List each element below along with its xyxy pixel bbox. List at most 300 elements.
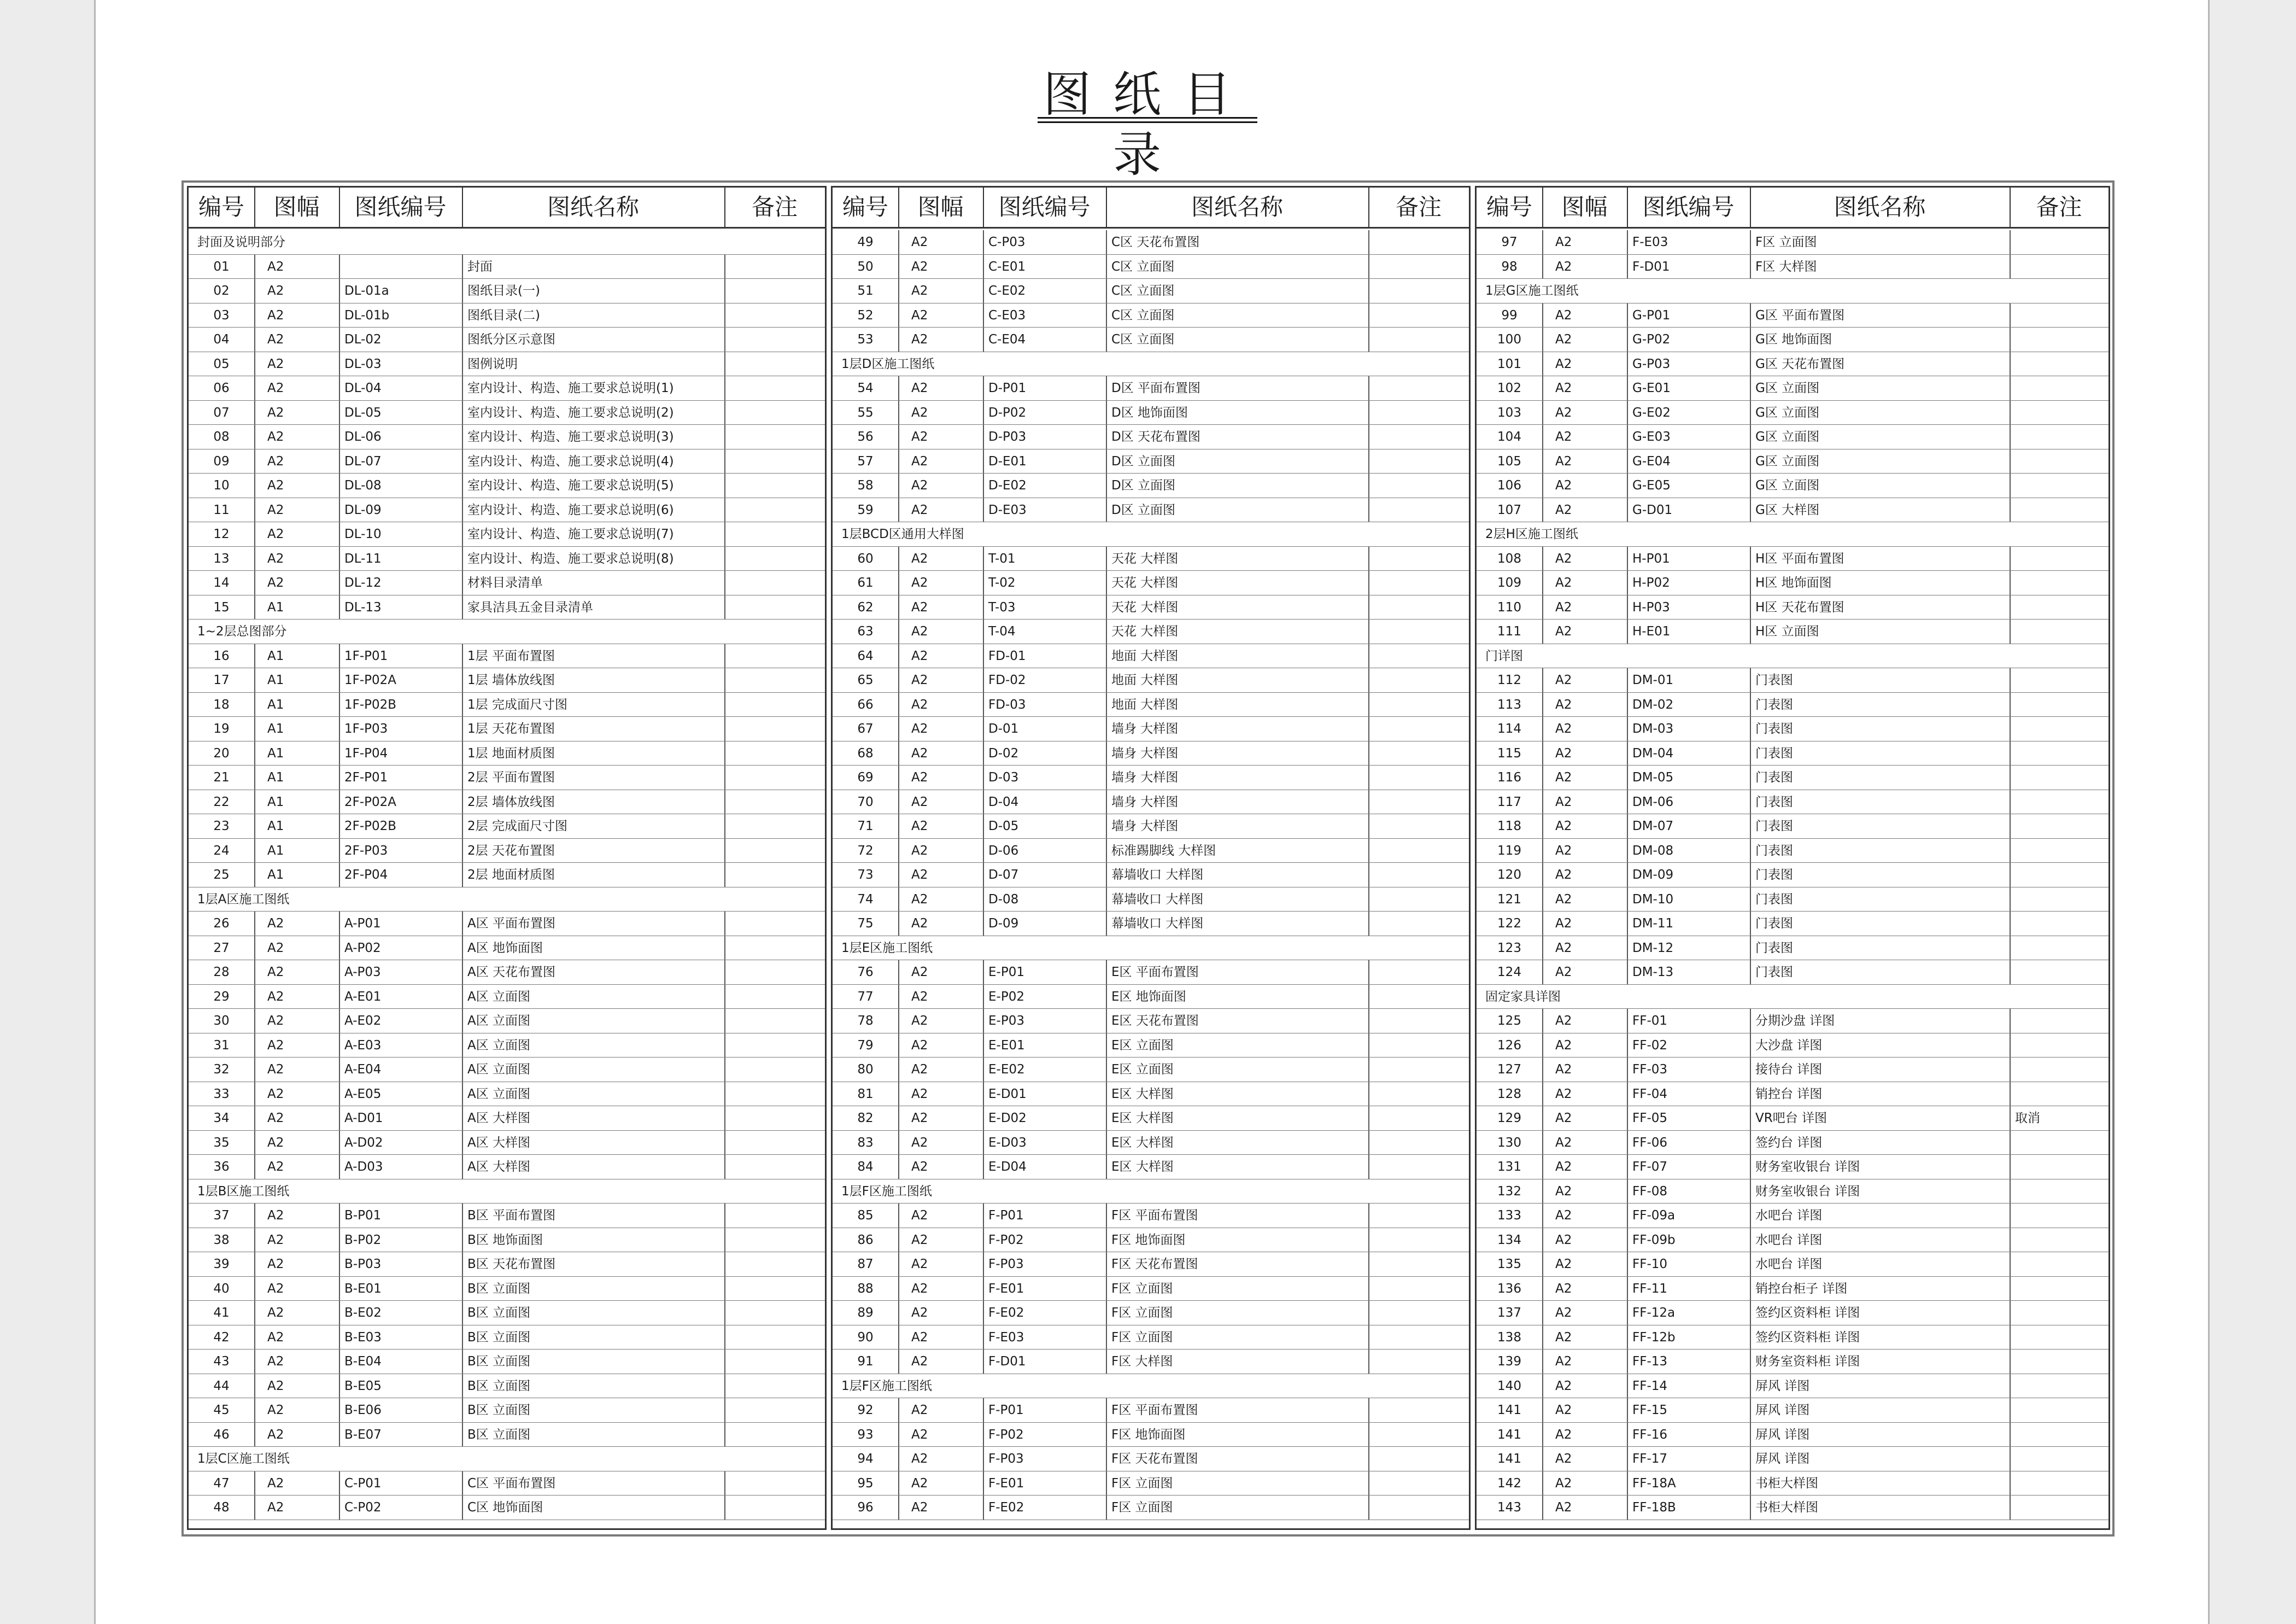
cell-drawing-name: F区 平面布置图 [1111, 1403, 1198, 1417]
cell-size: A2 [911, 965, 928, 979]
cell-drawing-code: FF-07 [1632, 1160, 1668, 1174]
column-divider [1106, 717, 1107, 741]
table-row [1477, 1447, 2108, 1471]
column-divider [462, 1471, 463, 1496]
cell-size: A2 [1555, 478, 1572, 493]
column-divider [898, 1496, 899, 1520]
column-divider [1542, 547, 1543, 571]
cell-drawing-code: A-E04 [344, 1062, 382, 1077]
column-divider [462, 303, 463, 328]
column-divider [1106, 1058, 1107, 1082]
column-divider [1106, 595, 1107, 620]
column-divider [254, 1398, 255, 1422]
column-divider [1542, 693, 1543, 717]
cell-number: 22 [213, 795, 230, 809]
column-divider [983, 376, 984, 400]
column-divider [983, 912, 984, 936]
cell-number: 73 [857, 868, 874, 882]
header-drawing-name: 图纸名称 [1834, 194, 1926, 220]
cell-size: A2 [911, 989, 928, 1004]
column-divider [254, 449, 255, 474]
column-divider [254, 1301, 255, 1325]
column-divider [1627, 1131, 1628, 1155]
cell-drawing-code: B-P01 [344, 1208, 382, 1223]
column-divider [1627, 1033, 1628, 1058]
column-divider [983, 279, 984, 303]
column-divider [983, 474, 984, 498]
section-label: 1~2层总图部分 [197, 624, 287, 639]
cell-drawing-name: 门表图 [1755, 940, 1793, 955]
cell-number: 90 [857, 1330, 874, 1345]
column-divider [1368, 1398, 1369, 1422]
cell-drawing-code: C-P01 [344, 1476, 382, 1491]
cell-drawing-name: 1层 平面布置图 [467, 649, 555, 663]
column-divider [1750, 449, 1751, 474]
column-divider [898, 449, 899, 474]
column-divider [898, 644, 899, 668]
column-divider [2010, 425, 2011, 449]
column-divider [462, 376, 463, 400]
cell-drawing-name: F区 天花布置图 [1111, 1257, 1198, 1271]
header-remarks: 备注 [751, 194, 798, 220]
column-divider [1368, 1301, 1369, 1325]
table-row [189, 741, 825, 766]
section-row [1477, 644, 2108, 669]
column-divider [1106, 1009, 1107, 1033]
column-divider [1542, 912, 1543, 936]
cell-number: 92 [857, 1403, 874, 1417]
column-divider [1542, 1131, 1543, 1155]
cell-number: 131 [1497, 1160, 1521, 1174]
table-row [833, 376, 1469, 401]
column-divider [1106, 1398, 1107, 1422]
table-row [1477, 668, 2108, 693]
column-divider [1368, 571, 1369, 595]
cell-number: 111 [1497, 624, 1521, 639]
cell-size: A2 [1555, 1500, 1572, 1515]
column-divider [1542, 303, 1543, 328]
cell-size: A2 [911, 722, 928, 736]
cell-number: 49 [857, 235, 874, 249]
column-divider [1627, 1374, 1628, 1398]
cell-drawing-code: A-E03 [344, 1038, 382, 1053]
cell-drawing-name: F区 立面图 [1111, 1330, 1173, 1345]
cell-drawing-code: DM-13 [1632, 965, 1674, 979]
column-divider [1542, 498, 1543, 522]
cell-drawing-code: A-E02 [344, 1014, 382, 1028]
cell-remarks [1368, 960, 1469, 984]
column-divider [1627, 863, 1628, 887]
cell-drawing-name: 门表图 [1755, 746, 1793, 761]
cell-remarks [1368, 693, 1469, 717]
cell-drawing-name: 分期沙盘 详图 [1755, 1014, 1835, 1028]
column-divider [2010, 1033, 2011, 1058]
cell-drawing-name: 室内设计、构造、施工要求总说明(7) [467, 527, 674, 541]
column-divider [1627, 449, 1628, 474]
cell-remarks [2010, 1471, 2108, 1496]
header-divider [2010, 188, 2011, 227]
column-divider [2010, 887, 2011, 912]
cell-drawing-name: C区 天花布置图 [1111, 235, 1200, 249]
table-row [833, 303, 1469, 328]
cell-number: 53 [857, 332, 874, 347]
column-divider [1627, 1398, 1628, 1422]
column-divider [898, 863, 899, 887]
column-divider [1627, 887, 1628, 912]
column-divider [254, 255, 255, 279]
header-drawing-code: 图纸编号 [1642, 194, 1735, 220]
cell-drawing-name: B区 立面图 [467, 1281, 531, 1296]
column-divider [1542, 620, 1543, 644]
cell-drawing-code: F-E03 [988, 1330, 1024, 1345]
column-divider [339, 1277, 340, 1301]
cell-drawing-code: D-02 [988, 746, 1019, 761]
column-divider [983, 1398, 984, 1422]
cell-number: 05 [213, 357, 230, 371]
cell-drawing-name: G区 立面图 [1755, 430, 1820, 444]
header-drawing-code: 图纸编号 [354, 194, 447, 220]
cell-remarks [1368, 1301, 1469, 1325]
column-divider [1106, 790, 1107, 814]
cell-size: A2 [1555, 892, 1572, 907]
column-divider [462, 1325, 463, 1350]
column-divider [1106, 474, 1107, 498]
cell-number: 114 [1497, 722, 1521, 736]
column-divider [1106, 912, 1107, 936]
cell-number: 66 [857, 697, 874, 712]
column-divider [254, 1106, 255, 1130]
cell-number: 64 [857, 649, 874, 663]
cell-number: 107 [1497, 503, 1521, 517]
cell-size: A2 [1555, 1160, 1572, 1174]
cell-remarks [1368, 328, 1469, 352]
cell-remarks [724, 522, 825, 546]
table-row [189, 303, 825, 328]
cell-drawing-name: 2层 天花布置图 [467, 843, 555, 858]
cell-number: 54 [857, 381, 874, 395]
column-divider [983, 595, 984, 620]
cell-drawing-code: 2F-P02A [344, 795, 397, 809]
cell-size: A1 [267, 746, 284, 761]
column-divider [1627, 474, 1628, 498]
column-divider [1542, 1179, 1543, 1204]
cell-number: 48 [213, 1500, 230, 1515]
column-divider [462, 1204, 463, 1228]
column-divider [1627, 255, 1628, 279]
column-divider [254, 1325, 255, 1350]
column-divider [2010, 352, 2011, 376]
column-divider [462, 839, 463, 863]
cell-number: 18 [213, 697, 230, 712]
cell-drawing-code: B-E05 [344, 1378, 382, 1393]
column-divider [898, 912, 899, 936]
column-divider [898, 766, 899, 790]
table-row [833, 1471, 1469, 1496]
cell-drawing-code: E-P01 [988, 965, 1024, 979]
section-row [833, 1374, 1469, 1399]
cell-drawing-name: A区 立面图 [467, 1038, 531, 1053]
cell-number: 62 [857, 600, 874, 615]
cell-size: A2 [1555, 405, 1572, 420]
cell-drawing-name: C区 地饰面图 [467, 1500, 543, 1515]
column-divider [724, 668, 725, 692]
cell-drawing-name: 1层 墙体放线图 [467, 673, 555, 687]
cell-drawing-name: 2层 墙体放线图 [467, 795, 555, 809]
column-divider [2010, 1423, 2011, 1447]
cell-number: 82 [857, 1111, 874, 1125]
column-divider [898, 887, 899, 912]
cell-drawing-name: 书柜大样图 [1755, 1500, 1818, 1515]
cell-remarks [1368, 1471, 1469, 1496]
cell-size: A2 [267, 965, 284, 979]
cell-drawing-name: 墙身 大样图 [1111, 819, 1179, 833]
cell-number: 55 [857, 405, 874, 420]
column-divider [254, 352, 255, 376]
column-divider [462, 474, 463, 498]
cell-size: A2 [1555, 1452, 1572, 1466]
cell-size: A2 [1555, 770, 1572, 785]
column-divider [1368, 303, 1369, 328]
column-divider [1542, 1204, 1543, 1228]
cell-drawing-code: G-E05 [1632, 478, 1671, 493]
header-divider [983, 188, 984, 227]
cell-size: A2 [911, 1038, 928, 1053]
column-divider [1106, 328, 1107, 352]
column-divider [1106, 1301, 1107, 1325]
section-label: 1层C区施工图纸 [197, 1452, 290, 1466]
column-divider [254, 1471, 255, 1496]
column-divider [1750, 1277, 1751, 1301]
column-divider [898, 839, 899, 863]
column-divider [462, 279, 463, 303]
column-divider [983, 839, 984, 863]
table-row [1477, 693, 2108, 717]
column-divider [1106, 571, 1107, 595]
cell-size: A2 [911, 843, 928, 858]
column-divider [1627, 328, 1628, 352]
cell-number: 86 [857, 1232, 874, 1247]
cell-remarks [2010, 668, 2108, 692]
cell-number: 30 [213, 1014, 230, 1028]
column-divider [983, 887, 984, 912]
cell-drawing-name: E区 大样图 [1111, 1135, 1174, 1150]
cell-remarks [724, 1009, 825, 1033]
column-divider [1750, 1228, 1751, 1252]
cell-drawing-name: 财务室资料柜 详图 [1755, 1354, 1860, 1369]
column-divider [1627, 717, 1628, 741]
cell-drawing-name: 封面 [467, 259, 493, 274]
column-divider [339, 1398, 340, 1422]
table-row [833, 425, 1469, 449]
column-divider [1106, 547, 1107, 571]
cell-drawing-name: 墙身 大样图 [1111, 770, 1179, 785]
cell-drawing-code: F-D01 [988, 1354, 1026, 1369]
column-divider [983, 1228, 984, 1252]
column-divider [1542, 571, 1543, 595]
cell-remarks [1368, 839, 1469, 863]
cell-size: A2 [267, 1062, 284, 1077]
cell-size: A2 [267, 1232, 284, 1247]
cell-drawing-code: DM-03 [1632, 722, 1674, 736]
cell-number: 38 [213, 1232, 230, 1247]
cell-size: A1 [267, 868, 284, 882]
cell-drawing-name: G区 立面图 [1755, 405, 1820, 420]
cell-remarks [1368, 376, 1469, 400]
column-divider [1627, 1447, 1628, 1471]
cell-drawing-code: C-P03 [988, 235, 1026, 249]
cell-number: 130 [1497, 1135, 1521, 1150]
column-divider [1542, 717, 1543, 741]
cell-number: 58 [857, 478, 874, 493]
column-divider [1368, 814, 1369, 838]
cell-size: A2 [1555, 551, 1572, 566]
cell-drawing-name: 签约区资料柜 详图 [1755, 1306, 1860, 1320]
cell-number: 08 [213, 430, 230, 444]
table-row [1477, 1204, 2108, 1228]
column-divider [724, 522, 725, 546]
cell-number: 28 [213, 965, 230, 979]
cell-remarks [2010, 571, 2108, 595]
column-divider [724, 376, 725, 400]
cell-drawing-code: FF-18B [1632, 1500, 1676, 1515]
section-row [833, 936, 1469, 961]
cell-drawing-code: A-E01 [344, 989, 382, 1004]
cell-remarks [724, 1496, 825, 1520]
cell-drawing-name: 材料目录清单 [467, 576, 543, 590]
column-divider [898, 1033, 899, 1058]
cell-drawing-code: 2F-P02B [344, 819, 397, 833]
cell-drawing-code: 1F-P04 [344, 746, 388, 761]
column-divider [1750, 1033, 1751, 1058]
table-row [1477, 1252, 2108, 1277]
cell-number: 76 [857, 965, 874, 979]
column-divider [2010, 1471, 2011, 1496]
cell-drawing-name: 门表图 [1755, 843, 1793, 858]
cell-drawing-name: C区 立面图 [1111, 259, 1175, 274]
cell-remarks [1368, 449, 1469, 474]
column-divider [339, 328, 340, 352]
table-row [833, 1496, 1469, 1520]
column-divider [2010, 498, 2011, 522]
cell-number: 09 [213, 454, 230, 469]
cell-drawing-code: DM-06 [1632, 795, 1674, 809]
column-divider [1627, 547, 1628, 571]
cell-remarks [724, 1155, 825, 1179]
cell-number: 128 [1497, 1086, 1521, 1101]
cell-drawing-code: 1F-P01 [344, 649, 388, 663]
cell-drawing-code: FD-02 [988, 673, 1026, 687]
cell-size: A2 [911, 1111, 928, 1125]
cell-number: 60 [857, 551, 874, 566]
column-divider [254, 1058, 255, 1082]
table-row [189, 912, 825, 936]
cell-remarks [1368, 644, 1469, 668]
cell-number: 96 [857, 1500, 874, 1515]
cell-remarks [2010, 717, 2108, 741]
column-divider [254, 1350, 255, 1374]
cell-number: 83 [857, 1135, 874, 1150]
table-row [833, 1277, 1469, 1301]
cell-drawing-name: B区 立面图 [467, 1330, 531, 1345]
table-row [189, 1204, 825, 1228]
cell-number: 20 [213, 746, 230, 761]
column-divider [983, 1058, 984, 1082]
cell-remarks [1368, 863, 1469, 887]
cell-drawing-name: 接待台 详图 [1755, 1062, 1823, 1077]
cell-size: A1 [267, 722, 284, 736]
cell-drawing-code: D-P02 [988, 405, 1027, 420]
cell-number: 44 [213, 1378, 230, 1393]
cell-size: A1 [267, 697, 284, 712]
column-divider [1542, 887, 1543, 912]
column-divider [1106, 1131, 1107, 1155]
column-divider [2010, 1447, 2011, 1471]
column-divider [1542, 449, 1543, 474]
section-label: 1层BCD区通用大样图 [841, 527, 964, 541]
cell-drawing-code: B-E06 [344, 1403, 382, 1417]
header-size: 图幅 [273, 194, 320, 220]
column-divider [339, 1204, 340, 1228]
table-row [1477, 1033, 2108, 1058]
table-row [189, 1131, 825, 1155]
table-row [189, 1325, 825, 1350]
cell-drawing-code: F-E01 [988, 1281, 1024, 1296]
column-divider [724, 279, 725, 303]
column-divider [254, 1009, 255, 1033]
column-divider [462, 1058, 463, 1082]
column-divider [724, 595, 725, 620]
column-divider [983, 1325, 984, 1350]
cell-drawing-name: E区 立面图 [1111, 1062, 1174, 1077]
cell-drawing-code: F-P01 [988, 1403, 1024, 1417]
table-row [1477, 425, 2108, 449]
cell-remarks [1368, 474, 1469, 498]
cell-number: 29 [213, 989, 230, 1004]
column-divider [1627, 303, 1628, 328]
column-divider [254, 1228, 255, 1252]
cell-size: A2 [911, 1427, 928, 1442]
cell-number: 72 [857, 843, 874, 858]
cell-size: A2 [267, 308, 284, 323]
cell-number: 01 [213, 259, 230, 274]
cell-size: A2 [267, 405, 284, 420]
table-row [189, 1228, 825, 1253]
cell-size: A2 [911, 892, 928, 907]
column-divider [1542, 1082, 1543, 1106]
column-divider [339, 571, 340, 595]
column-divider [983, 1252, 984, 1276]
cell-size: A2 [267, 1160, 284, 1174]
cell-drawing-name: 图纸分区示意图 [467, 332, 555, 347]
cell-drawing-code: E-P03 [988, 1014, 1024, 1028]
cell-remarks [724, 1301, 825, 1325]
cell-size: A2 [1555, 843, 1572, 858]
table-row [833, 1325, 1469, 1350]
table-row [1477, 741, 2108, 766]
cell-remarks [2010, 449, 2108, 474]
cell-number: 120 [1497, 868, 1521, 882]
table-row [833, 255, 1469, 279]
cell-number: 75 [857, 916, 874, 931]
column-divider [462, 863, 463, 887]
cell-size: A2 [267, 1038, 284, 1053]
column-divider [462, 425, 463, 449]
cell-number: 34 [213, 1111, 230, 1125]
column-divider [983, 449, 984, 474]
cell-drawing-name: B区 平面布置图 [467, 1208, 556, 1223]
cell-drawing-name: 天花 大样图 [1111, 624, 1179, 639]
header-size: 图幅 [917, 194, 964, 220]
